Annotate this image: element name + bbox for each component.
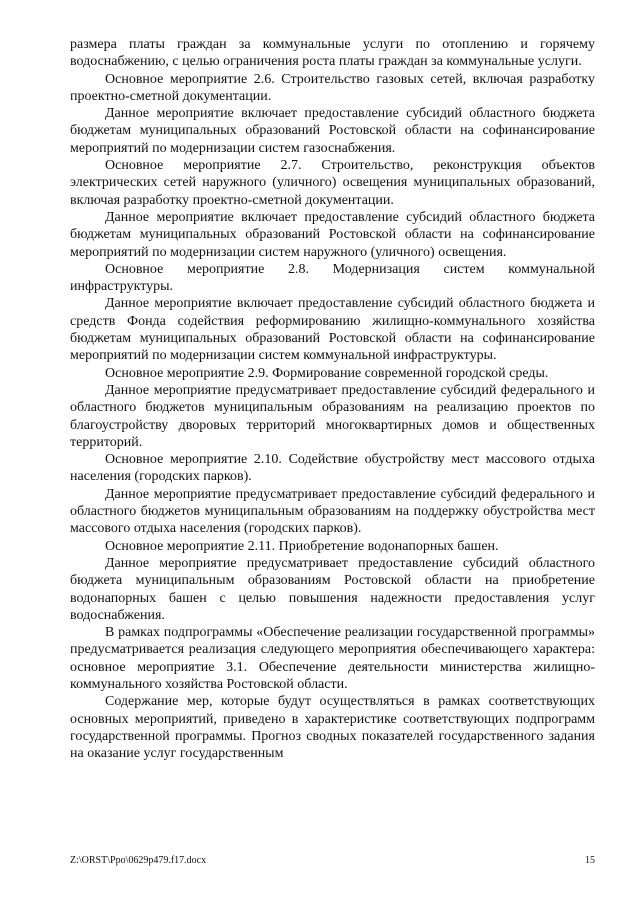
footer-file-path: Z:\ORST\Ppo\0629p479.f17.docx [70,855,207,866]
paragraph-subprogram-3: В рамках подпрограммы «Обеспечение реализации государственной программы» предусматривается реализация следующего мероприятия обеспечивающего характера: основное мероприятие 3.1. Обеспечение деятельности министерства жилищно-коммунального хозяйства Ростовской области. [70,625,595,692]
paragraph-measure-2-6-desc: Данное мероприятие включает предоставление субсидий областного бюджета бюджетам муниципальных образований Ростовской области на софинансирование мероприятий по модернизации систем газоснабжения. [70,106,595,156]
paragraph-measure-2-10: Основное мероприятие 2.10. Содействие обустройству мест массового отдыха населения (городских парков). [70,452,595,485]
paragraph-measure-2-8-desc: Данное мероприятие включает предоставление субсидий областного бюджета и средств Фонда содействия реформированию жилищно-коммунального хозяйства бюджетам муниципальных образований Ростовской области на софинансирование мероприятий по модернизации систем коммунальной инфраструктуры. [70,296,595,364]
paragraph-measure-2-9: Основное мероприятие 2.9. Формирование современной городской среды. [105,365,549,381]
paragraph-measure-2-11: Основное мероприятие 2.11. Приобретение водонапорных башен. [105,538,499,554]
document-page [70,36,595,762]
footer-page-number: 15 [585,855,595,866]
paragraph-measure-2-6: Основное мероприятие 2.6. Строительство газовых сетей, включая разработку проектно-сметной документации. [70,71,595,104]
paragraph-content-measures: Содержание мер, которые будут осуществляться в рамках соответствующих основных мероприятий, приведено в характеристике соответствующих подпрограмм государственной программы. Прогноз сводных показателей государственного задания на оказание услуг государственным [70,694,595,762]
paragraph-measure-2-11-desc: Данное мероприятие предусматривает предоставление субсидий областного бюджета муниципальным образованиям Ростовской области на приобретение водонапорных башен с целью повышения надежности предоставления услуг водоснабжения. [70,555,595,623]
paragraph-measure-2-9-desc: Данное мероприятие предусматривает предоставление субсидий федерального и областного бюджетов муниципальным образованиям на реализацию проектов по благоустройству дворовых территорий многоквартирных домов и общественных территорий. [70,382,595,450]
paragraph-measure-2-8: Основное мероприятие 2.8. Модернизация систем коммунальной инфраструктуры. [70,261,595,295]
paragraph-measure-2-7-desc: Данное мероприятие включает предоставление субсидий областного бюджета бюджетам муниципальных образований Ростовской области на софинансирование мероприятий по модернизации систем наружного (уличного) освещения. [70,209,595,260]
paragraph-measure-2-10-desc: Данное мероприятие предусматривает предоставление субсидий федерального и областного бюджетов муниципальным образованиям на поддержку обустройства мест массового отдыха населения (городских парков). [70,486,595,537]
paragraph-continuation: размера платы граждан за коммунальные услуги по отоплению и горячему водоснабжению, с целью ограничения роста платы граждан за коммунальные услуги. [70,37,595,70]
paragraph-measure-2-7: Основное мероприятие 2.7. Строительство, реконструкция объектов электрических сетей наружного (уличного) освещения муниципальных образований, включая разработку проектно-сметной документации. [70,158,595,208]
